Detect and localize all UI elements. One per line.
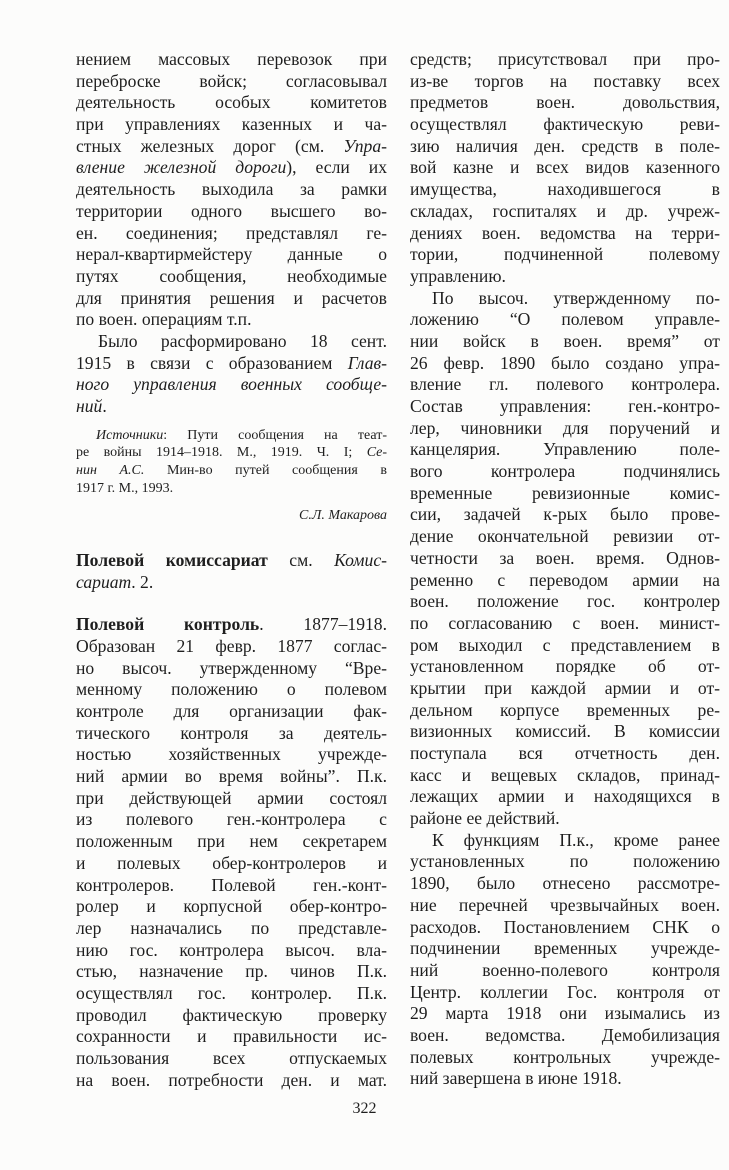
paragraph <box>76 49 387 331</box>
text: пользования всех отпускаемых <box>76 1048 387 1068</box>
text: переброске войск; согласовывал <box>76 70 387 91</box>
text: крытии при каждой армии и от- <box>410 677 720 698</box>
text-line <box>76 788 387 810</box>
text-line <box>410 331 720 353</box>
text: 1915 в связи с образованием <box>76 352 348 373</box>
text: ний завершена в июне 1918. <box>410 1068 622 1089</box>
text: 1890, было отнесено рассмотре- <box>410 873 720 894</box>
text: путях сообщения, необходимые <box>76 265 387 286</box>
text: установленных по положению <box>410 851 720 872</box>
text: По высоч. утвержденному по- <box>432 287 720 308</box>
italic-text: нин А.С. <box>76 463 145 479</box>
text: тического контроля за деятель- <box>76 722 387 743</box>
text-line <box>410 613 720 635</box>
text-line <box>410 309 720 331</box>
text-line <box>76 658 387 680</box>
text-line <box>410 418 720 440</box>
italic-text: Се- <box>366 445 387 461</box>
text: С.Л. Макарова <box>299 507 387 523</box>
text-line <box>76 244 387 266</box>
text: Было расформировано 18 сент. <box>98 330 387 351</box>
text-line <box>76 1026 387 1048</box>
italic-text: Упра- <box>343 135 387 156</box>
right-column <box>410 49 720 1090</box>
text-line <box>76 136 387 158</box>
text: вого контролера подчинялись <box>410 461 720 482</box>
text: складах, госпиталях и др. учреж- <box>410 200 720 221</box>
text: зию наличия ден. средств в поле- <box>410 135 720 156</box>
text-line <box>76 114 387 136</box>
paragraph <box>410 288 720 830</box>
text-line <box>410 374 720 396</box>
text-line <box>410 786 720 808</box>
text: территории одного высшего во- <box>76 200 387 221</box>
text: при действующей армии состоял <box>76 787 387 808</box>
text-line <box>410 570 720 592</box>
text-line <box>76 572 387 594</box>
text-line <box>76 723 387 745</box>
text-line <box>76 480 387 498</box>
text: см. <box>267 549 335 570</box>
text: ний военно-полевого контроля <box>410 959 720 980</box>
text: по согласованию с воен. минист- <box>410 612 720 633</box>
text-line <box>76 744 387 766</box>
text: для принятия решения и расчетов <box>76 287 387 308</box>
text: положенным при нем секретарем <box>76 831 387 852</box>
text-line <box>410 656 720 678</box>
text-line <box>76 940 387 962</box>
text: воен. ведомства. Демобилизация <box>410 1024 720 1045</box>
text-line <box>410 49 720 71</box>
text: сии, задачей к-рых было прове- <box>410 504 720 525</box>
text-line <box>76 701 387 723</box>
text: контролеров. Полевой ген.-конт- <box>76 874 387 895</box>
text: поступала вся отчетность ден. <box>410 743 720 763</box>
text: подчинении временных учрежде- <box>410 938 720 959</box>
text: 26 февр. 1890 было создано упра- <box>410 352 720 373</box>
text: ре войны 1914–1918. М., 1919. Ч. I; <box>76 445 367 461</box>
text: канцелярия. Управлению поле- <box>410 439 720 460</box>
text: контроле для организации фак- <box>76 701 387 721</box>
text-line <box>76 266 387 288</box>
text-line <box>410 830 720 852</box>
paragraph <box>76 550 387 593</box>
text: . <box>102 396 107 416</box>
text: нию гос. контролера высоч. вла- <box>76 939 387 960</box>
text: касс и вещевых складов, принад- <box>410 764 720 785</box>
text-line <box>76 179 387 201</box>
text-line <box>410 700 720 722</box>
italic-text: ний <box>76 396 103 416</box>
text: Центр. коллегии Гос. контроля от <box>410 981 720 1002</box>
text-line <box>410 114 720 136</box>
text-line <box>76 614 387 636</box>
text-line <box>76 896 387 918</box>
text: ние перечней чрезвычайных воен. <box>410 894 720 915</box>
text-line <box>410 808 720 830</box>
sources-note <box>76 427 387 498</box>
text-line <box>76 223 387 245</box>
text-line <box>410 873 720 895</box>
text: проводил фактическую проверку <box>76 1004 387 1025</box>
text-line <box>76 1048 387 1070</box>
text: ностью хозяйственных учрежде- <box>76 744 387 765</box>
text-line <box>76 92 387 114</box>
text: дениях воен. ведомства на терри- <box>410 222 720 243</box>
text: тории, подчиненной полевому <box>410 244 720 265</box>
text: деятельность особых комитетов <box>76 92 387 113</box>
text: полевых контрольных учрежде- <box>410 1046 720 1067</box>
text: осуществлял фактическую реви- <box>410 114 720 135</box>
entry-heading: Полевой контроль <box>76 614 260 635</box>
text-line <box>76 831 387 853</box>
text: 29 марта 1918 они изымались из <box>410 1003 720 1024</box>
text-line <box>410 92 720 114</box>
text: ролер и корпусной обер-контро- <box>76 896 387 917</box>
text-line <box>76 1005 387 1027</box>
text: лежащих армии и находящихся в <box>410 786 720 807</box>
italic-text: вление железной дороги <box>76 157 287 178</box>
text: ен. соединения; представлял ге- <box>76 222 387 243</box>
text: вление гл. полевого контролера. <box>410 374 720 395</box>
text-line <box>76 374 387 396</box>
text-line <box>76 201 387 223</box>
text-line <box>410 157 720 179</box>
text: из-ве торгов на поставку всех <box>410 70 720 91</box>
text-line <box>76 918 387 940</box>
text-line <box>76 444 387 462</box>
text-line <box>410 635 720 657</box>
text: предметов воен. довольствия, <box>410 92 720 113</box>
text: : Пути сообщения на теат- <box>163 427 387 443</box>
text-line <box>410 179 720 201</box>
italic-text: сариат <box>76 571 132 592</box>
text: . 2. <box>131 571 154 592</box>
italic-text: Глав- <box>347 352 387 373</box>
text-line <box>410 851 720 873</box>
text-line <box>76 507 387 525</box>
text: установленном порядке об от- <box>410 656 720 677</box>
text-line <box>410 526 720 548</box>
text-line <box>410 223 720 245</box>
text-line <box>76 71 387 93</box>
text-line <box>410 71 720 93</box>
text: осуществлял гос. контролер. П.к. <box>76 982 387 1003</box>
text-line <box>76 679 387 701</box>
text: расходов. Постановлением СНК о <box>410 916 720 937</box>
text-line <box>76 331 387 353</box>
text-line <box>76 1070 387 1092</box>
text-line <box>410 266 720 288</box>
text: деятельность выходила за рамки <box>76 179 387 200</box>
text-line <box>410 461 720 483</box>
text-line <box>410 483 720 505</box>
text: менному положению о полевом <box>76 679 387 700</box>
text: временные ревизионные комис- <box>410 482 720 503</box>
text-line <box>76 462 387 480</box>
text-line <box>76 853 387 875</box>
paragraph <box>76 331 387 418</box>
text-line <box>76 396 387 418</box>
text-line <box>410 917 720 939</box>
text-line <box>410 982 720 1004</box>
text-line <box>76 875 387 897</box>
text: Образован 21 февр. 1877 соглас- <box>76 635 387 656</box>
text-line <box>76 49 387 71</box>
entry-heading: Полевой комиссариат <box>76 549 268 570</box>
text-line <box>410 396 720 418</box>
text-line <box>76 309 387 331</box>
text: дельном корпусе временных ре- <box>410 699 720 720</box>
text-line <box>410 136 720 158</box>
paragraph <box>410 830 720 1090</box>
text-line <box>410 938 720 960</box>
text: лер назначались по представле- <box>76 917 387 938</box>
text: на воен. потребности ден. и мат. <box>76 1069 387 1090</box>
text-line <box>410 244 720 266</box>
text: визионных комиссий. В комиссии <box>410 721 720 742</box>
text-line <box>76 809 387 831</box>
paragraph <box>410 49 720 288</box>
text: но высоч. утвержденному “Вре- <box>76 657 387 678</box>
text: вой казне и всех видов казенного <box>410 157 720 178</box>
text-line <box>410 288 720 310</box>
text: по воен. операциям т.п. <box>76 309 252 330</box>
text-line <box>76 550 387 572</box>
text: нерал-квартирмейстеру данные о <box>76 244 387 265</box>
text-line <box>410 743 720 765</box>
text-line <box>410 960 720 982</box>
text: . 1877–1918. <box>259 614 387 635</box>
text: районе ее действий. <box>410 808 560 829</box>
italic-text: Комис- <box>334 549 387 570</box>
text: при управлениях казенных и ча- <box>76 114 387 135</box>
text: Мин-во путей сообщения в <box>144 463 388 479</box>
text-line <box>76 353 387 375</box>
italic-text: Источники <box>96 427 164 443</box>
text: дение окончательной ревизии от- <box>410 526 720 547</box>
text: четности за воен. время. Однов- <box>410 547 720 568</box>
text: нии войск в воен. время” от <box>410 330 720 351</box>
text-line <box>410 1047 720 1069</box>
text-line <box>410 591 720 613</box>
text-line <box>76 766 387 788</box>
text: ), если их <box>286 157 387 178</box>
text-line <box>76 157 387 179</box>
text: нением массовых перевозок при <box>76 49 387 69</box>
text: ложению “О полевом управле- <box>410 309 720 330</box>
text: средств; присутствовал при про- <box>410 49 720 69</box>
italic-text: ного управления военных сообще- <box>76 374 387 395</box>
text-line <box>410 1003 720 1025</box>
text: ременно с переводом армии на <box>410 569 720 590</box>
text-line <box>410 765 720 787</box>
text-line <box>410 439 720 461</box>
left-column <box>76 49 387 1091</box>
text-line <box>76 288 387 310</box>
page-number: 322 <box>352 1100 377 1117</box>
text-line <box>76 961 387 983</box>
text: управлению. <box>410 265 506 286</box>
text-line <box>76 636 387 658</box>
text-line <box>410 1068 720 1090</box>
author-signature <box>76 507 387 525</box>
text-line <box>410 721 720 743</box>
text: стью, назначение пр. чинов П.к. <box>76 961 387 982</box>
text-line <box>410 504 720 526</box>
text: имущества, находившегося в <box>410 179 720 200</box>
paragraph <box>76 614 387 1091</box>
text-line <box>410 1025 720 1047</box>
text-line <box>410 895 720 917</box>
text: воен. положение гос. контролер <box>410 591 720 612</box>
text-line <box>76 983 387 1005</box>
text-line <box>410 548 720 570</box>
text: стных железных дорог (см. <box>76 135 344 156</box>
text: Состав управления: ген.-контро- <box>410 396 720 416</box>
text: 1917 г. М., 1993. <box>76 481 174 497</box>
text: К функциям П.к., кроме ранее <box>432 829 720 850</box>
text: из полевого ген.-контролера с <box>76 809 387 830</box>
text: и полевых обер-контролеров и <box>76 852 387 873</box>
text: лер, чиновники для поручений и <box>410 417 720 438</box>
text-line <box>410 678 720 700</box>
text-line <box>76 427 387 445</box>
text: ром выходил с представлением в <box>410 634 720 655</box>
text-line <box>410 201 720 223</box>
text: ний армии во время войны”. П.к. <box>76 766 387 787</box>
text: сохранности и правильности ис- <box>76 1026 387 1047</box>
text-line <box>410 353 720 375</box>
